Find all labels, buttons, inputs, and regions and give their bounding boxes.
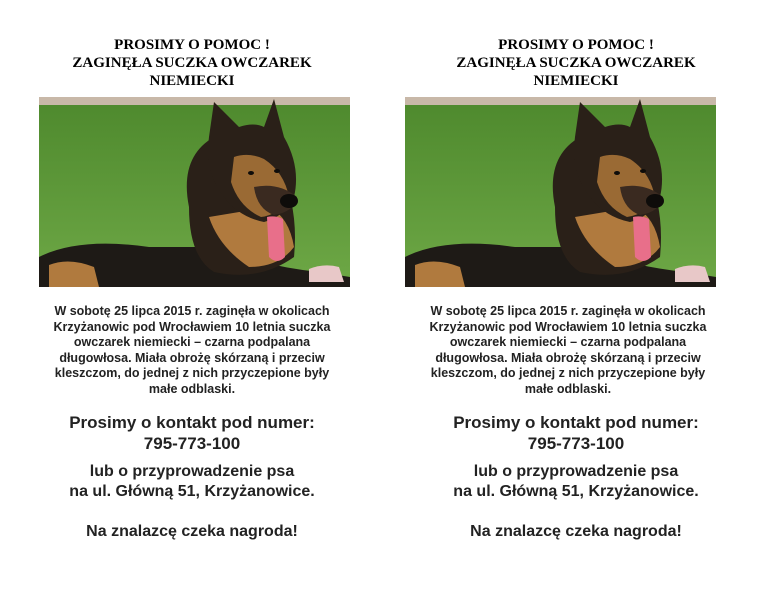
phone-number: 795-773-100 bbox=[527, 434, 625, 453]
dog-photo bbox=[405, 97, 716, 287]
address-line: lub o przyprowadzenie psa bbox=[473, 463, 679, 480]
reward-text bbox=[384, 522, 768, 542]
description-line: Krzyżanowic pod Wrocławiem 10 letnia suczka bbox=[53, 319, 331, 334]
title-line: PROSIMY O POMOC ! bbox=[114, 37, 270, 53]
contact-info bbox=[0, 412, 384, 454]
description-line: Krzyżanowic pod Wrocławiem 10 letnia suczka bbox=[429, 319, 707, 334]
description-line: długowłosa. Miała obrożę skórzaną i przeciw bbox=[59, 350, 325, 365]
address-line: na ul. Główną 51, Krzyżanowice. bbox=[453, 483, 699, 500]
description-line: W sobotę 25 lipca 2015 r. zaginęła w okolicach bbox=[430, 304, 706, 318]
dog-photo bbox=[39, 97, 350, 287]
description bbox=[22, 304, 362, 397]
description bbox=[398, 304, 738, 397]
title-line: NIEMIECKI bbox=[149, 73, 235, 89]
reward-line: Na znalazcę czeka nagroda! bbox=[86, 523, 298, 540]
flyer-title bbox=[384, 36, 768, 90]
address-info bbox=[0, 462, 384, 502]
description-line: owczarek niemiecki – czarna podpalana bbox=[73, 335, 311, 349]
description-line: kleszczom, do jednej z nich przyczepione były bbox=[430, 366, 706, 380]
title-line: NIEMIECKI bbox=[533, 73, 619, 89]
address-info bbox=[384, 462, 768, 502]
flyer-right bbox=[384, 0, 768, 593]
description-line: małe odblaski. bbox=[524, 381, 612, 396]
reward-line: Na znalazcę czeka nagroda! bbox=[470, 523, 682, 540]
address-line: lub o przyprowadzenie psa bbox=[89, 463, 295, 480]
address-line: na ul. Główną 51, Krzyżanowice. bbox=[69, 483, 315, 500]
title-line: PROSIMY O POMOC ! bbox=[498, 37, 654, 53]
description-line: kleszczom, do jednej z nich przyczepione były bbox=[54, 366, 330, 380]
phone-number: 795-773-100 bbox=[143, 434, 241, 453]
description-line: owczarek niemiecki – czarna podpalana bbox=[449, 335, 687, 349]
title-line: ZAGINĘŁA SUCZKA OWCZAREK bbox=[456, 55, 696, 71]
description-line: W sobotę 25 lipca 2015 r. zaginęła w okolicach bbox=[54, 304, 330, 318]
contact-info bbox=[384, 412, 768, 454]
description-line: długowłosa. Miała obrożę skórzaną i przeciw bbox=[435, 350, 701, 365]
reward-text bbox=[0, 522, 384, 542]
title-line: ZAGINĘŁA SUCZKA OWCZAREK bbox=[72, 55, 312, 71]
contact-line: Prosimy o kontakt pod numer: bbox=[453, 413, 699, 432]
description-line: małe odblaski. bbox=[148, 381, 236, 396]
flyer-title bbox=[0, 36, 384, 90]
contact-line: Prosimy o kontakt pod numer: bbox=[69, 413, 315, 432]
